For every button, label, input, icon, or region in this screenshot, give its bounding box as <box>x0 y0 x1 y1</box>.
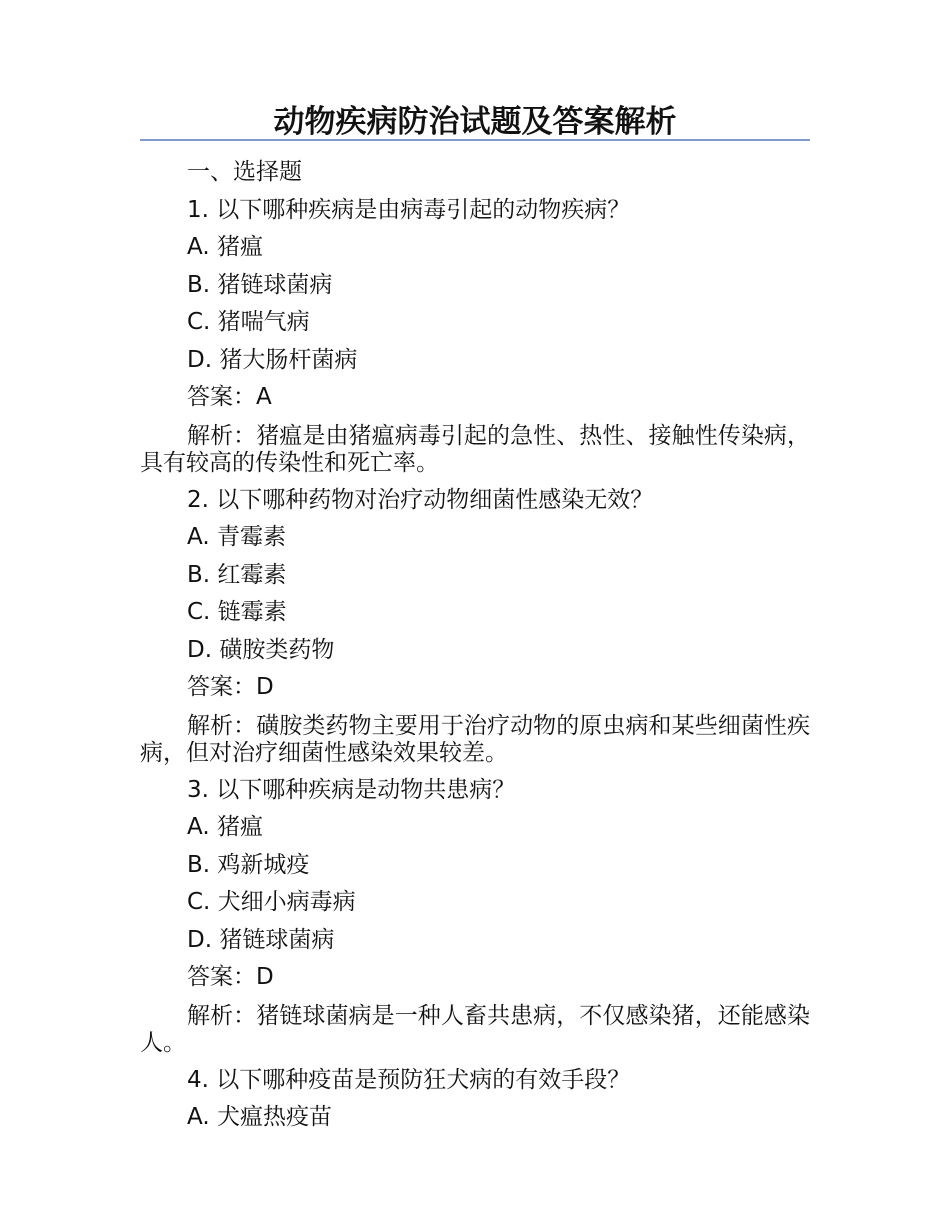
title-underline <box>140 139 810 141</box>
option-a: A. 猪瘟 <box>187 234 263 260</box>
answer-text: 答案：D <box>187 964 274 990</box>
explanation-text: 解析：猪链球菌病是一种人畜共患病，不仅感染猪，还能感染人。 <box>140 1002 810 1056</box>
option-b: B. 鸡新城疫 <box>187 851 310 878</box>
explanation-text: 解析：猪瘟是由猪瘟病毒引起的急性、热性、接触性传染病，具有较高的传染性和死亡率。 <box>140 422 810 476</box>
option-b: B. 猪链球菌病 <box>187 271 333 298</box>
explanation-text: 解析：磺胺类药物主要用于治疗动物的原虫病和某些细菌性疾病，但对治疗细菌性感染效果较差。 <box>140 712 810 766</box>
section-heading: 一、选择题 <box>187 159 302 185</box>
question-text: 1. 以下哪种疾病是由病毒引起的动物疾病？ <box>187 196 631 223</box>
option-c: C. 链霉素 <box>187 599 287 625</box>
answer-text: 答案：A <box>187 384 272 410</box>
option-a: A. 青霉素 <box>187 524 286 550</box>
document-title: 动物疾病防治试题及答案解析 <box>273 104 677 140</box>
question-text: 4. 以下哪种疫苗是预防狂犬病的有效手段？ <box>187 1066 631 1093</box>
option-a: A. 猪瘟 <box>187 814 263 840</box>
option-d: D. 磺胺类药物 <box>187 636 335 663</box>
option-b: B. 红霉素 <box>187 561 287 588</box>
option-d: D. 猪大肠杆菌病 <box>187 346 358 373</box>
option-c: C. 猪喘气病 <box>187 309 310 335</box>
question-text: 2. 以下哪种药物对治疗动物细菌性感染无效？ <box>187 486 654 513</box>
question-text: 3. 以下哪种疾病是动物共患病？ <box>187 776 516 803</box>
document-body <box>140 154 810 1137</box>
answer-text: 答案：D <box>187 674 274 700</box>
option-a: A. 犬瘟热疫苗 <box>187 1104 332 1130</box>
option-d: D. 猪链球菌病 <box>187 926 335 953</box>
option-c: C. 犬细小病毒病 <box>187 889 356 915</box>
